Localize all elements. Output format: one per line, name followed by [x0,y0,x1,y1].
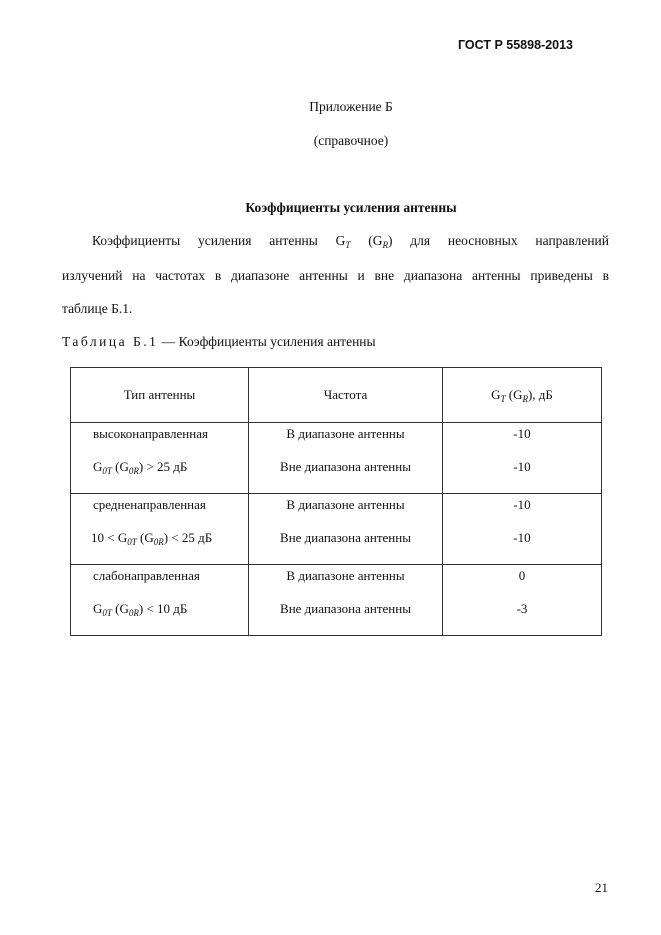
antenna-type-name: слабонаправленная [93,568,200,583]
gain-in-band: -10 [513,426,531,441]
table-row [71,565,602,636]
frequency-out-of-band: Вне диапазона антенны [280,530,411,545]
paragraph-line-1 [62,233,609,250]
table-caption-label: Таблица Б.1 [62,334,159,349]
frequency-cell [249,494,443,565]
antenna-type-name: средненаправленная [93,497,206,512]
frequency-in-band: В диапазоне антенны [286,568,405,583]
antenna-type-condition: $G_{0T}$ $(G_{0R}) < 10$ дБ [93,601,188,618]
gain-out-of-band: -3 [516,601,528,616]
table-header-row [71,368,602,423]
frequency-out-of-band: Вне диапазона антенны [280,459,411,474]
header-frequency: Частота [249,368,443,423]
antenna-type-cell [71,494,249,565]
paragraph-line-3: таблице Б.1. [62,301,133,316]
table-row [71,423,602,494]
paragraph-text: (G [350,233,383,248]
header-gain [443,368,602,423]
subscript: R [522,393,528,404]
frequency-cell [249,423,443,494]
section-heading: Коэффициенты усиления антенны [245,200,457,215]
frequency-in-band: В диапазоне антенны [286,426,405,441]
paragraph-text: Коэффициенты усиления антенны G [92,233,346,248]
table-caption-text: — Коэффициенты усиления антенны [158,334,376,349]
gain-out-of-band: -10 [513,530,531,545]
standard-code: ГОСТ Р 55898-2013 [458,38,574,52]
paragraph-line-2: излучений на частотах в диапазоне антенны и вне диапазона антенны приведены в [62,268,609,283]
table-caption [62,334,376,350]
antenna-type-condition: $G_{0T}$ $(G_{0R}) > 25$ дБ [93,459,188,476]
header-gain-text: (G [505,386,523,402]
antenna-type-condition: $10 < G_{0T}$ $(G_{0R}) < 25$ дБ [91,530,213,547]
gain-in-band: -10 [513,497,531,512]
annex-title: Приложение Б [309,99,393,114]
gain-table [70,367,602,636]
paragraph-text: ) для неосновных направлений [387,233,610,248]
gain-cell [443,494,602,565]
table-row [71,494,602,565]
header-antenna-type: Тип антенны [71,368,249,423]
subscript: T [500,393,506,404]
frequency-out-of-band: Вне диапазона антенны [280,601,411,616]
frequency-cell [249,565,443,636]
frequency-in-band: В диапазоне антенны [286,497,405,512]
antenna-type-name: высоконаправленная [93,426,208,441]
subscript: T [345,240,351,250]
antenna-type-cell [71,565,249,636]
gain-out-of-band: -10 [513,459,531,474]
page-number: 21 [595,880,608,895]
annex-subtitle: (справочное) [313,133,389,148]
gain-cell [443,565,602,636]
header-gain-text: ), дБ [527,386,553,402]
antenna-type-cell [71,423,249,494]
gain-cell [443,423,602,494]
subscript: R [382,240,388,250]
header-gain-text: G [491,386,501,402]
gain-in-band: 0 [518,568,526,583]
